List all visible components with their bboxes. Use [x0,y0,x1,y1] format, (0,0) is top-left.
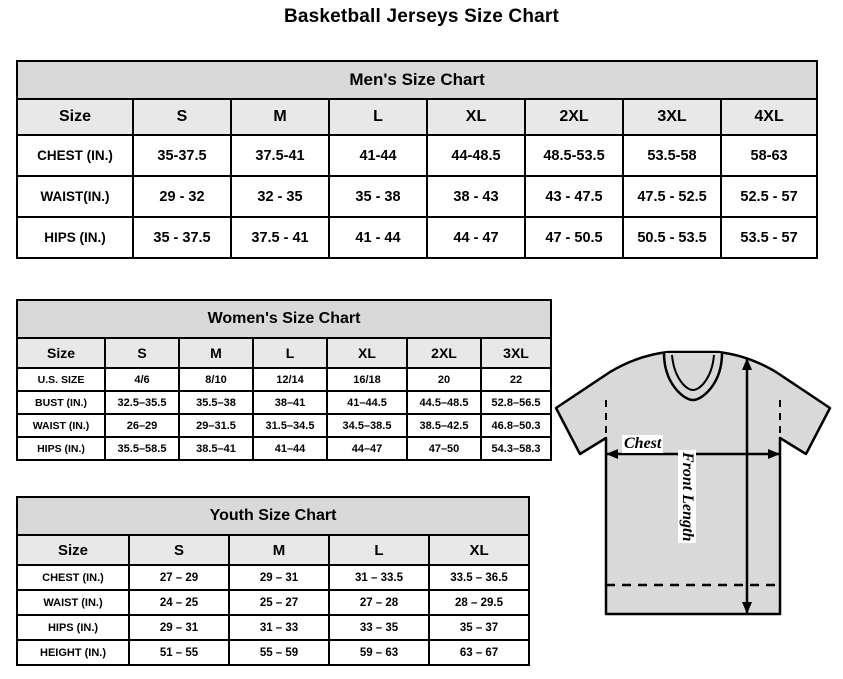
table-cell: 37.5-41 [231,135,329,176]
table-cell: 53.5 - 57 [721,217,817,258]
table-cell: 29 - 32 [133,176,231,217]
table-cell: 53.5-58 [623,135,721,176]
table-cell: 35.5–38 [179,391,253,414]
table-cell: 52.8–56.5 [481,391,551,414]
table-cell: 47–50 [407,437,481,460]
table-cell: 33 – 35 [329,615,429,640]
table-cell: 44–47 [327,437,407,460]
jersey-measurement-diagram [548,342,838,667]
front-length-label: Front Length [679,452,696,542]
table-cell: 24 – 25 [129,590,229,615]
table-cell: 35-37.5 [133,135,231,176]
table-caption-row [17,497,529,535]
column-header: S [129,535,229,565]
table-header-row [17,535,529,565]
table-cell: 51 – 55 [129,640,229,665]
table-cell: 31 – 33 [229,615,329,640]
row-label: CHEST (IN.) [17,135,133,176]
column-header: M [229,535,329,565]
table-row [17,437,551,460]
table-row [17,590,529,615]
table-cell: 41–44.5 [327,391,407,414]
table-cell: 52.5 - 57 [721,176,817,217]
table-cell: 31 – 33.5 [329,565,429,590]
table-row [17,368,551,391]
table-caption-row [17,300,551,338]
table-cell: 58-63 [721,135,817,176]
table-cell: 38 - 43 [427,176,525,217]
table-cell: 41 - 44 [329,217,427,258]
table-row [17,135,817,176]
table-cell: 37.5 - 41 [231,217,329,258]
table-header-row [17,99,817,135]
column-header: S [105,338,179,368]
table-cell: 29–31.5 [179,414,253,437]
column-header: 4XL [721,99,817,135]
column-header: L [253,338,327,368]
womens-table-caption: Women's Size Chart [17,300,551,338]
table-row [17,391,551,414]
youth-table-caption: Youth Size Chart [17,497,529,535]
row-label: U.S. SIZE [17,368,105,391]
table-cell: 4/6 [105,368,179,391]
row-label: WAIST (IN.) [17,414,105,437]
column-header: XL [327,338,407,368]
column-header: XL [427,99,525,135]
row-label: HIPS (IN.) [17,217,133,258]
table-cell: 63 – 67 [429,640,529,665]
table-cell: 38.5–41 [179,437,253,460]
table-caption-row [17,61,817,99]
row-label: HIPS (IN.) [17,615,129,640]
table-cell: 32.5–35.5 [105,391,179,414]
table-cell: 31.5–34.5 [253,414,327,437]
column-header: M [179,338,253,368]
table-cell: 35.5–58.5 [105,437,179,460]
table-cell: 25 – 27 [229,590,329,615]
table-cell: 59 – 63 [329,640,429,665]
table-cell: 44.5–48.5 [407,391,481,414]
table-cell: 35 - 38 [329,176,427,217]
table-cell: 29 – 31 [229,565,329,590]
table-cell: 16/18 [327,368,407,391]
table-cell: 33.5 – 36.5 [429,565,529,590]
table-cell: 38–41 [253,391,327,414]
row-label: WAIST (IN.) [17,590,129,615]
table-cell: 12/14 [253,368,327,391]
table-row [17,176,817,217]
table-row [17,640,529,665]
column-header: XL [429,535,529,565]
table-cell: 43 - 47.5 [525,176,623,217]
table-cell: 41-44 [329,135,427,176]
table-cell: 47.5 - 52.5 [623,176,721,217]
table-cell: 27 – 29 [129,565,229,590]
table-cell: 54.3–58.3 [481,437,551,460]
column-header: 2XL [407,338,481,368]
table-cell: 27 – 28 [329,590,429,615]
row-label: CHEST (IN.) [17,565,129,590]
column-header: L [329,99,427,135]
table-cell: 29 – 31 [129,615,229,640]
table-cell: 34.5–38.5 [327,414,407,437]
table-cell: 28 – 29.5 [429,590,529,615]
row-label: HIPS (IN.) [17,437,105,460]
table-header-row [17,338,551,368]
column-header: Size [17,535,129,565]
table-cell: 46.8–50.3 [481,414,551,437]
table-cell: 38.5–42.5 [407,414,481,437]
column-header: 3XL [623,99,721,135]
table-cell: 35 - 37.5 [133,217,231,258]
table-row [17,414,551,437]
row-label: WAIST(IN.) [17,176,133,217]
table-cell: 26–29 [105,414,179,437]
mens-size-chart-table [16,60,818,259]
table-cell: 32 - 35 [231,176,329,217]
table-cell: 8/10 [179,368,253,391]
table-cell: 35 – 37 [429,615,529,640]
table-cell: 55 – 59 [229,640,329,665]
table-row [17,217,817,258]
table-row [17,615,529,640]
table-row [17,565,529,590]
column-header: 3XL [481,338,551,368]
womens-size-chart-table [16,299,552,461]
chest-label: Chest [624,435,662,452]
table-cell: 41–44 [253,437,327,460]
column-header: L [329,535,429,565]
column-header: M [231,99,329,135]
row-label: BUST (IN.) [17,391,105,414]
table-cell: 47 - 50.5 [525,217,623,258]
table-cell: 22 [481,368,551,391]
column-header: Size [17,99,133,135]
table-cell: 44 - 47 [427,217,525,258]
table-cell: 44-48.5 [427,135,525,176]
column-header: 2XL [525,99,623,135]
table-cell: 48.5-53.5 [525,135,623,176]
mens-table-caption: Men's Size Chart [17,61,817,99]
column-header: Size [17,338,105,368]
column-header: S [133,99,231,135]
row-label: HEIGHT (IN.) [17,640,129,665]
table-cell: 20 [407,368,481,391]
page-title: Basketball Jerseys Size Chart [283,6,560,27]
table-cell: 50.5 - 53.5 [623,217,721,258]
youth-size-chart-table [16,496,530,666]
